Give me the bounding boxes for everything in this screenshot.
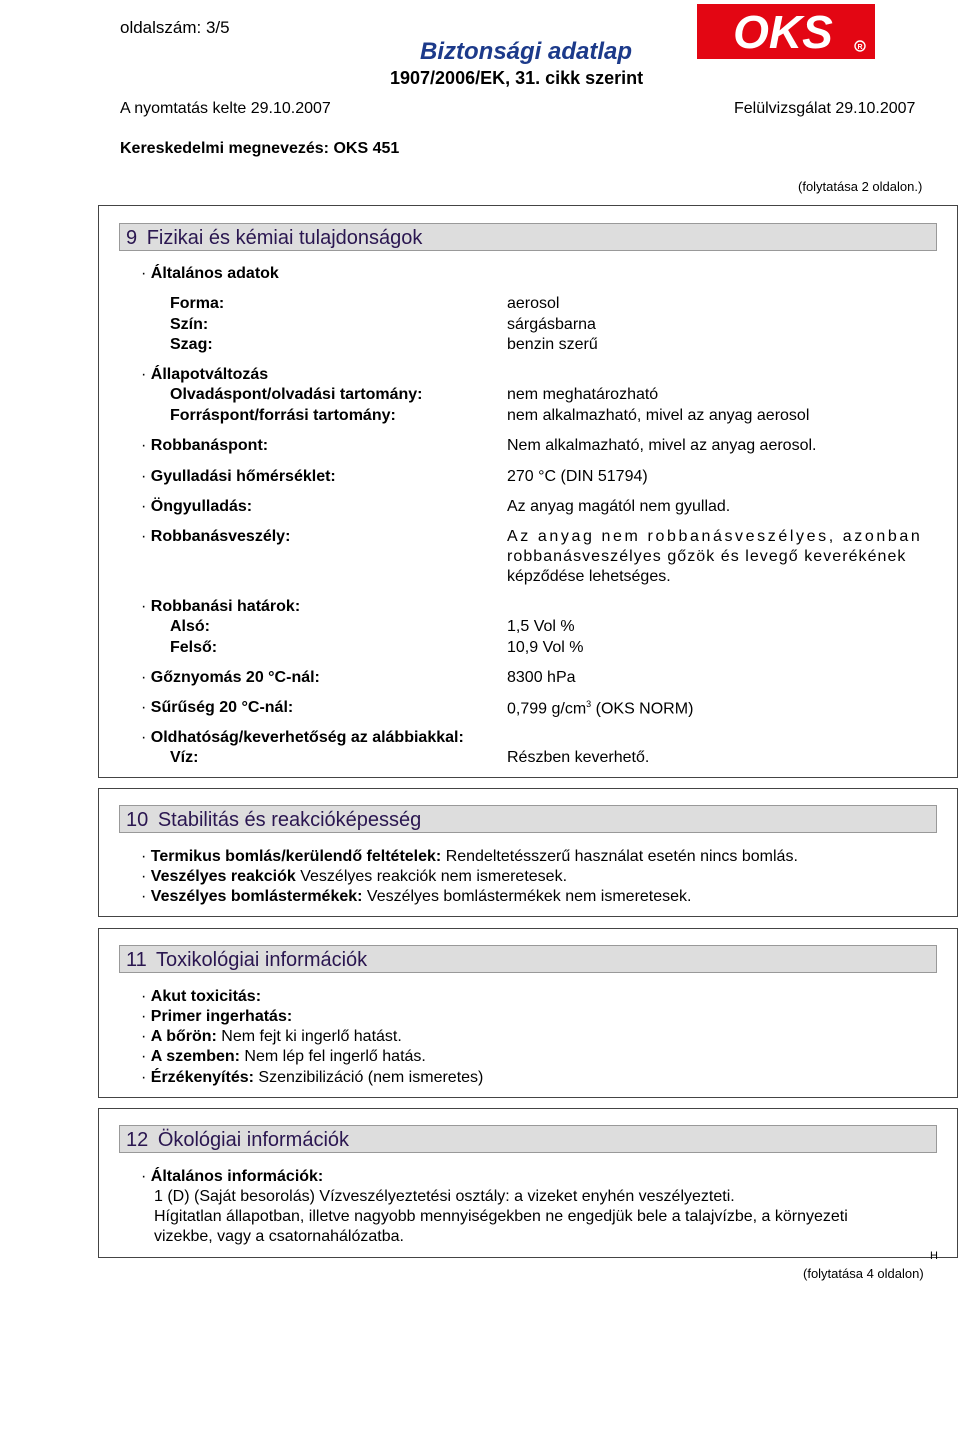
section-12-title: Ökológiai információk xyxy=(157,1129,350,1151)
water-hazard-class-line: 1 (D) (Saját besorolás) Vízveszélyeztetési osztály: a vizeket enyhén veszélyezteti. xyxy=(154,1188,735,1205)
melting-label: Olvadáspont/olvadási tartomány: xyxy=(170,386,423,403)
environment-line-1: Hígitatlan állapotban, illetve nagyobb mennyiségekben ne engedjük bele a talajvízbe, a környezeti xyxy=(154,1208,848,1225)
boiling-value: nem alkalmazható, mivel az anyag aerosol xyxy=(507,407,810,424)
trade-name: Kereskedelmi megnevezés: OKS 451 xyxy=(120,140,400,157)
self-ignition-label: · Öngyulladás: xyxy=(141,498,252,516)
odor-label: Szag: xyxy=(170,336,213,353)
explosion-hazard-value-1: Az anyag nem robbanásveszélyes, azonban xyxy=(507,528,923,545)
section-10-title: Stabilitás és reakcióképesség xyxy=(157,809,422,831)
general-data-label: · Általános adatok xyxy=(141,265,279,283)
section-11-title: Toxikológiai információk xyxy=(155,949,368,971)
hazardous-reactions-line: · Veszélyes reakciók Veszélyes reakciók nem ismeretesek. xyxy=(141,868,567,886)
lower-limit-label: Alsó: xyxy=(170,618,210,635)
color-label: Szín: xyxy=(170,316,209,333)
boiling-label: Forráspont/forrási tartomány: xyxy=(170,407,396,424)
section-12-box xyxy=(98,1108,958,1258)
form-value: aerosol xyxy=(507,295,560,312)
document-subtitle: 1907/2006/EK, 31. cikk szerint xyxy=(390,68,644,88)
section-10-heading xyxy=(119,805,937,833)
section-12-number: 12 xyxy=(126,1129,149,1151)
general-info-label: · Általános információk: xyxy=(141,1168,323,1186)
print-date: A nyomtatás kelte 29.10.2007 xyxy=(120,100,331,117)
upper-limit-value: 10,9 Vol % xyxy=(507,639,584,656)
ignition-value: 270 °C (DIN 51794) xyxy=(507,468,648,485)
explosion-hazard-value-3: képződése lehetséges. xyxy=(507,568,671,585)
upper-limit-label: Felső: xyxy=(170,639,218,656)
revision-date: Felülvizsgálat 29.10.2007 xyxy=(734,100,916,117)
density-value: 0,799 $g/cm^3$ (OKS NORM) xyxy=(507,699,694,718)
sensitization-line: · Érzékenyítés: Szenzibilizáció (nem ismeretes) xyxy=(141,1069,483,1087)
vapor-pressure-label: · Gőznyomás 20 °C-nál: xyxy=(141,669,320,687)
section-11-heading xyxy=(119,945,937,973)
odor-value: benzin szerű xyxy=(507,336,598,353)
logo-text: OKS xyxy=(733,6,833,58)
state-change-label: · Állapotváltozás xyxy=(141,366,268,384)
density-exponent: 3 xyxy=(586,699,592,709)
h-mark: H xyxy=(930,1250,938,1262)
decomposition-products-line: · Veszélyes bomlástermékek: Veszélyes bomlástermékek nem ismeretesek. xyxy=(141,888,691,906)
section-9-heading xyxy=(119,223,937,251)
primary-irritation-line: · Primer ingerhatás: xyxy=(141,1008,292,1026)
eye-line: · A szemben: Nem lép fel ingerlő hatás. xyxy=(141,1048,426,1066)
skin-line: · A bőrön: Nem fejt ki ingerlő hatást. xyxy=(141,1028,402,1046)
lower-limit-value: 1,5 Vol % xyxy=(507,618,575,635)
solubility-label: · Oldhatóság/keverhetőség az alábbiakkal: xyxy=(141,729,464,747)
explosion-hazard-label: · Robbanásveszély: xyxy=(141,528,290,546)
water-label: Víz: xyxy=(170,749,199,766)
acute-toxicity-line: · Akut toxicitás: xyxy=(141,988,261,1006)
section-9-title: Fizikai és kémiai tulajdonságok xyxy=(146,227,423,249)
section-11-box xyxy=(98,928,958,1098)
explosion-limits-label: · Robbanási határok: xyxy=(141,598,300,616)
section-10-number: 10 xyxy=(126,809,149,831)
ignition-label: · Gyulladási hőmérséklet: xyxy=(141,468,336,486)
continued-to-note: (folytatása 4 oldalon) xyxy=(803,1266,924,1281)
section-10-box xyxy=(98,788,958,917)
environment-line-2: vizekbe, vagy a csatornahálózatba. xyxy=(154,1228,404,1245)
vapor-pressure-value: 8300 hPa xyxy=(507,669,576,686)
color-value: sárgásbarna xyxy=(507,316,596,333)
section-11-number: 11 xyxy=(126,949,147,971)
page-number: oldalszám: 3/5 xyxy=(120,18,230,37)
section-9-number: 9 xyxy=(126,227,138,249)
density-label: · Sűrűség 20 °C-nál: xyxy=(141,699,293,717)
form-label: Forma: xyxy=(170,295,225,312)
continued-from-note: (folytatása 2 oldalon.) xyxy=(798,179,923,194)
flash-point-label: · Robbanáspont: xyxy=(141,437,268,455)
oks-logo xyxy=(697,4,875,59)
section-12-heading xyxy=(119,1125,937,1153)
section-9-box xyxy=(98,205,958,778)
melting-value: nem meghatározható xyxy=(507,386,659,403)
explosion-hazard-value-2: robbanásveszélyes gőzök és levegő keverékének xyxy=(507,548,907,565)
water-value: Részben keverhető. xyxy=(507,749,650,766)
thermal-decomposition-line: · Termikus bomlás/kerülendő feltételek: Rendeltetésszerű használat esetén nincs bomlás. xyxy=(141,848,798,866)
svg-text:R: R xyxy=(857,44,863,51)
document-title: Biztonsági adatlap xyxy=(420,38,633,65)
self-ignition-value: Az anyag magától nem gyullad. xyxy=(507,498,731,515)
flash-point-value: Nem alkalmazható, mivel az anyag aerosol. xyxy=(507,437,817,454)
